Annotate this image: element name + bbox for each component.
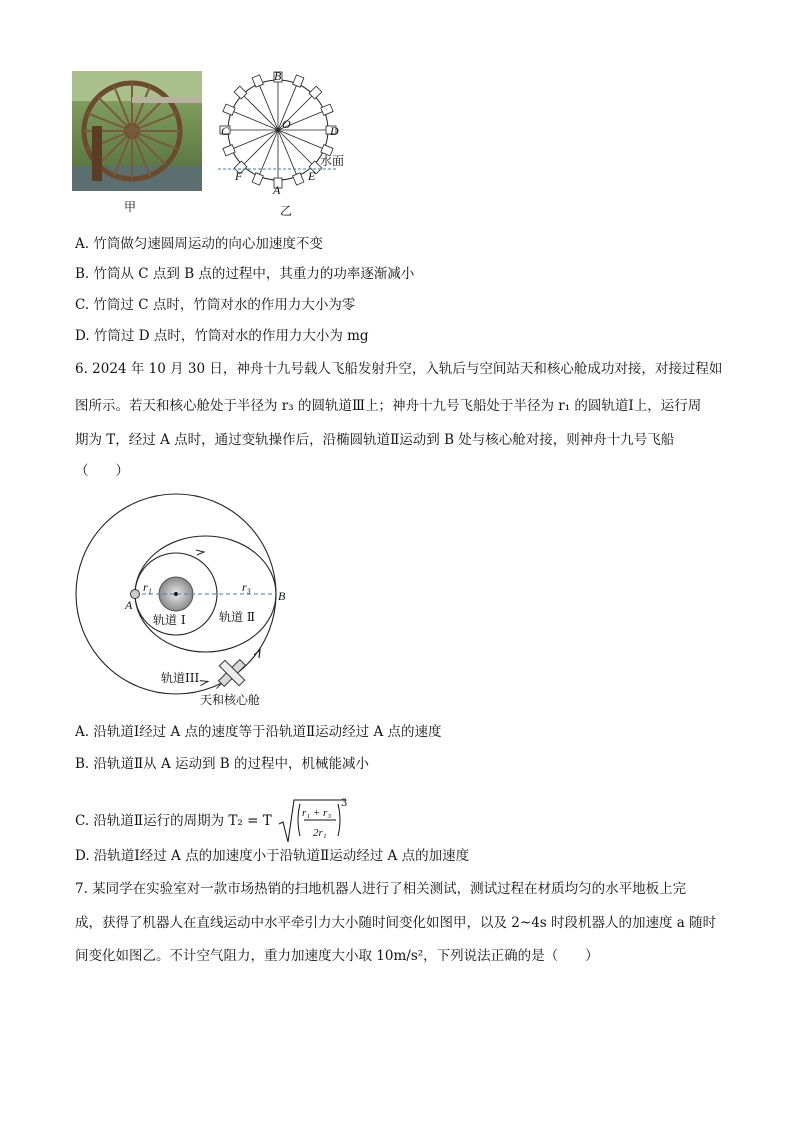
wheel-bucket [321,104,333,115]
label-orbit-3: 轨道III [161,671,200,685]
label-B: B [274,69,282,83]
sqrt-expression [278,798,348,844]
wheel-bucket [252,173,263,185]
q7-line-3: 间变化如图乙。不计空气阻力，重力加速度大小取 10m/s²，下列说法正确的是（ ） [75,948,599,964]
wheel-bucket [223,104,235,115]
frac-numerator: r₁ + r₃ [302,807,332,819]
label-F: F [235,169,243,183]
q5-option-c: C. 竹筒过 C 点时，竹筒对水的作用力大小为零 [75,297,356,313]
exponent: 3 [341,798,348,809]
wheel-bucket [223,145,235,156]
label-station: 天和核心舱 [200,693,261,707]
q5-option-a: A. 竹筒做匀速圆周运动的向心加速度不变 [75,236,323,252]
label-point-A: A [125,598,133,612]
wheel-spoke [243,95,278,130]
q7-line-1: 7. 某同学在实验室对一款市场热销的扫地机器人进行了相关测试，测试过程在材质均匀的水平地板上完 [75,881,687,897]
q5-option-d: D. 竹筒过 D 点时，竹筒对水的作用力大小为 mg [75,328,369,344]
q6-line-4: （ ） [75,463,129,479]
q6-line-2: 图所示。若天和核心舱处于半径为 r₃ 的圆轨道Ⅲ上；神舟十九号飞船处于半径为 r₁ 的圆轨道Ⅰ上，运行周 [75,398,702,414]
label-point-B: B [278,589,286,603]
q7-line-2: 成，获得了机器人在直线运动中水平牵引力大小随时间变化如图甲，以及 2~4s 时段机器人的加速度 a 随时 [75,915,717,931]
water-wheel-photo [72,71,202,191]
q5-option-b: B. 竹筒从 C 点到 B 点的过程中，其重力的功率逐渐减小 [75,266,415,282]
label-E: E [308,169,316,183]
q6-option-b: B. 沿轨道Ⅱ从 A 运动到 B 的过程中，机械能减小 [75,756,370,772]
label-r3: r₃ [242,580,251,594]
label-A: A [273,183,281,197]
wheel-bucket [252,75,263,87]
q6-option-a: A. 沿轨道Ⅰ经过 A 点的速度等于沿轨道Ⅱ运动经过 A 点的速度 [75,724,442,740]
wheel-bucket [293,173,304,185]
label-r1: r₁ [143,580,152,594]
figure-caption-right: 乙 [280,204,293,218]
q6-line-3: 期为 T，经过 A 点时，通过变轨操作后，沿椭圆轨道Ⅱ运动到 B 处与核心舱对接，则神舟十九号飞船 [75,432,675,448]
q6-option-c [75,798,348,838]
frac-denominator: 2r₁ [313,827,327,839]
figure-caption-left: 甲 [124,200,137,214]
label-O: O [282,117,291,131]
wheel-bucket [293,75,304,87]
q6-option-d: D. 沿轨道Ⅰ经过 A 点的加速度小于沿轨道Ⅱ运动经过 A 点的加速度 [75,848,470,864]
label-D: D [330,124,339,138]
water-surface-label: 水面 [320,154,345,168]
wheel-spoke [243,130,278,165]
label-orbit-1: 轨道 Ⅰ [153,613,186,627]
q6-line-1: 6. 2024 年 10 月 30 日，神舟十九号载人飞船发射升空，入轨后与空间站天和核心舱成功对接，对接过程如 [75,361,723,377]
q6-option-c-prefix: C. 沿轨道Ⅱ运行的周期为 T₂ = T [75,813,272,829]
wheel-spoke [278,130,313,165]
label-C: C [221,124,230,138]
label-orbit-2: 轨道 Ⅱ [219,610,255,624]
